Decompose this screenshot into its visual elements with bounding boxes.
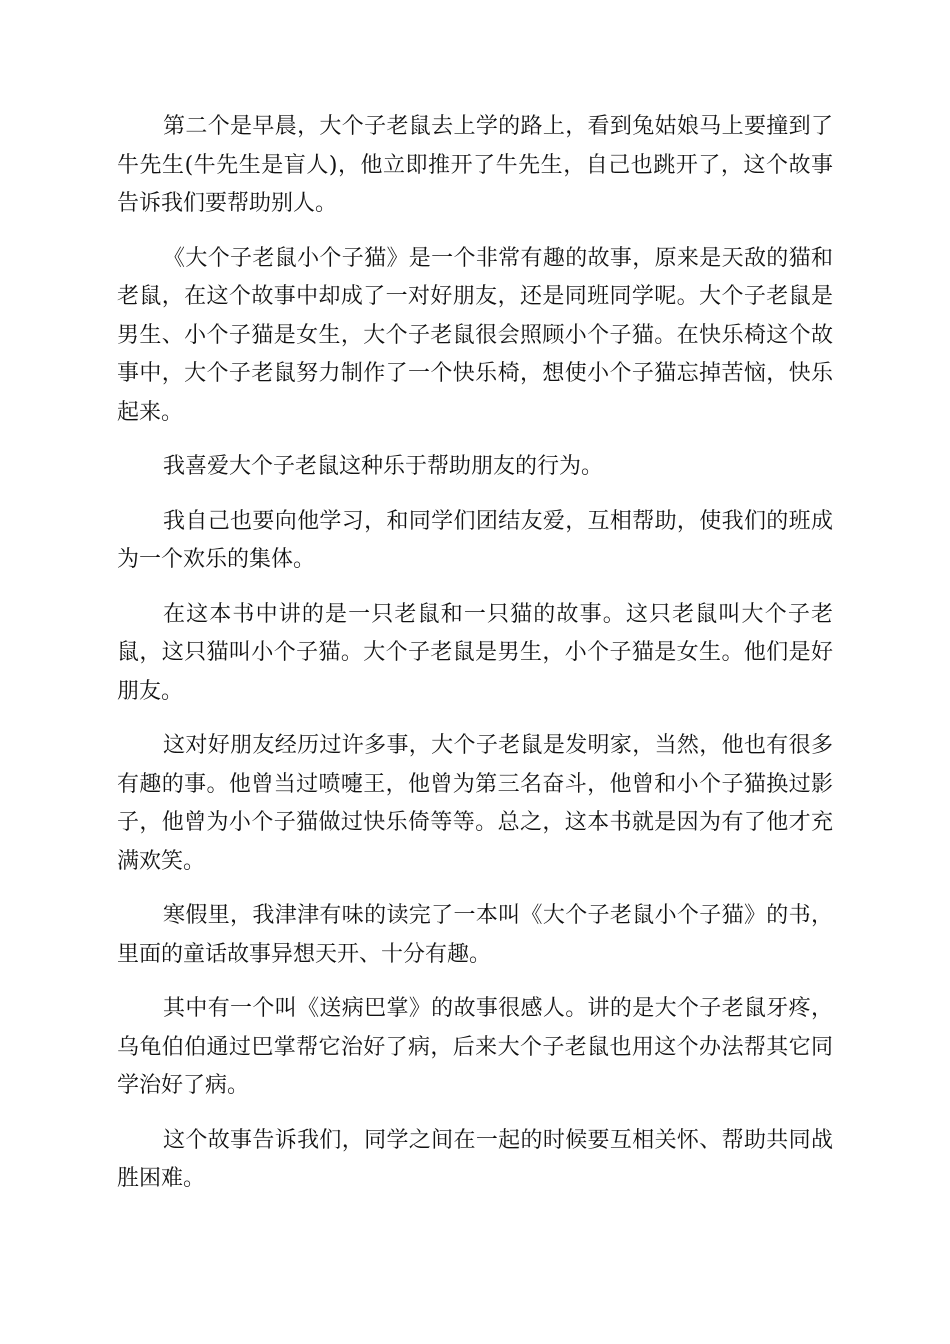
paragraph: 《大个子老鼠小个子猫》是一个非常有趣的故事，原来是天敌的猫和老鼠，在这个故事中却成了一对好朋友，还是同班同学呢。大个子老鼠是男生、小个子猫是女生，大个子老鼠很会照顾小个子猫。在快乐椅这个故事中，大个子老鼠努力制作了一个快乐椅，想使小个子猫忘掉苦恼，快乐起来。 <box>117 245 833 425</box>
paragraph: 第二个是早晨，大个子老鼠去上学的路上，看到兔姑娘马上要撞到了牛先生(牛先生是盲人)，他立即推开了牛先生，自己也跳开了，这个故事告诉我们要帮助别人。 <box>117 114 833 216</box>
paragraph: 其中有一个叫《送病巴掌》的故事很感人。讲的是大个子老鼠牙疼，乌龟伯伯通过巴掌帮它治好了病，后来大个子老鼠也用这个办法帮其它同学治好了病。 <box>117 996 833 1098</box>
paragraph: 这个故事告诉我们，同学之间在一起的时候要互相关怀、帮助共同战胜困难。 <box>117 1127 833 1191</box>
paragraph: 我自己也要向他学习，和同学们团结友爱，互相帮助，使我们的班成为一个欢乐的集体。 <box>117 508 833 572</box>
paragraph: 我喜爱大个子老鼠这种乐于帮助朋友的行为。 <box>163 454 604 479</box>
paragraph: 在这本书中讲的是一只老鼠和一只猫的故事。这只老鼠叫大个子老鼠，这只猫叫小个子猫。大个子老鼠是男生，小个子猫是女生。他们是好朋友。 <box>117 601 833 704</box>
paragraph: 这对好朋友经历过许多事，大个子老鼠是发明家，当然，他也有很多有趣的事。他曾当过喷嚏王，他曾为第三名奋斗，他曾和小个子猫换过影子，他曾为小个子猫做过快乐倚等等。总之，这本书就是因为有了他才充满欢笑。 <box>117 733 833 874</box>
paragraph: 寒假里，我津津有味的读完了一本叫《大个子老鼠小个子猫》的书，里面的童话故事异想天开、十分有趣。 <box>117 903 833 967</box>
document-body <box>117 108 833 1215</box>
